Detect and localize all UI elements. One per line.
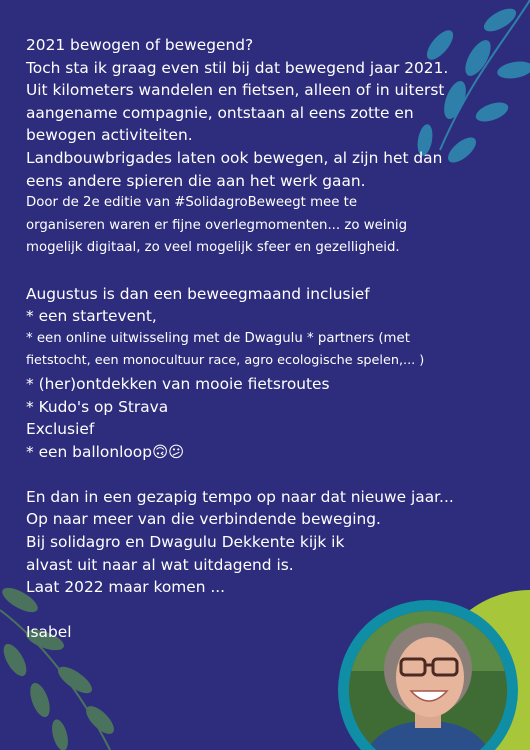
text-line: bewogen activiteiten. — [26, 126, 193, 145]
text-line: Bij solidagro en Dwagulu Dekkente kijk ik — [26, 533, 345, 552]
list-item: * een startevent, — [26, 307, 157, 326]
blank-line — [26, 599, 506, 622]
list-item: * (her)ontdekken van mooie fietsroutes — [26, 374, 330, 393]
blank-line — [26, 260, 506, 283]
blank-line — [26, 463, 506, 486]
list-item: * Kudo's op Strava — [26, 397, 169, 416]
text-line: Exclusief — [26, 420, 95, 439]
letter-text — [26, 34, 506, 644]
text-line: Uit kilometers wandelen en fietsen, alleen of in uiterst — [26, 81, 445, 100]
text-line: En dan in een gezapig tempo op naar dat nieuwe jaar... — [26, 487, 454, 506]
text-line: eens andere spieren die aan het werk gaan. — [26, 171, 366, 190]
text-line: Laat 2022 maar komen ... — [26, 578, 226, 597]
text-line: mogelijk digitaal, zo veel mogelijk sfeer en gezelligheid. — [26, 240, 400, 256]
text-line: aangename compagnie, ontstaan al eens zotte en — [26, 103, 414, 122]
signature-name: Isabel — [26, 623, 72, 642]
list-item: * een ballonloop🙃😕 — [26, 442, 185, 461]
text-line: alvast uit naar al wat uitdagend is. — [26, 555, 294, 574]
text-line: Toch sta ik graag even stil bij dat bewegend jaar 2021. — [26, 58, 449, 77]
list-item: * een online uitwisseling met de Dwagulu * partners (met — [26, 330, 410, 346]
text-line: organiseren waren er fijne overlegmomenten... zo weinig — [26, 217, 408, 233]
text-line: Door de 2e editie van #SolidagroBeweegt mee te — [26, 195, 358, 211]
text-line: Augustus is dan een beweegmaand inclusief — [26, 284, 370, 303]
heading-line: 2021 bewogen of bewegend? — [26, 36, 254, 54]
text-line: Landbouwbrigades laten ook bewegen, al zijn het dan — [26, 148, 443, 167]
text-line: fietstocht, een monocultuur race, agro ecologische spelen,... ) — [26, 353, 425, 369]
text-line: Op naar meer van die verbindende beweging. — [26, 510, 381, 529]
